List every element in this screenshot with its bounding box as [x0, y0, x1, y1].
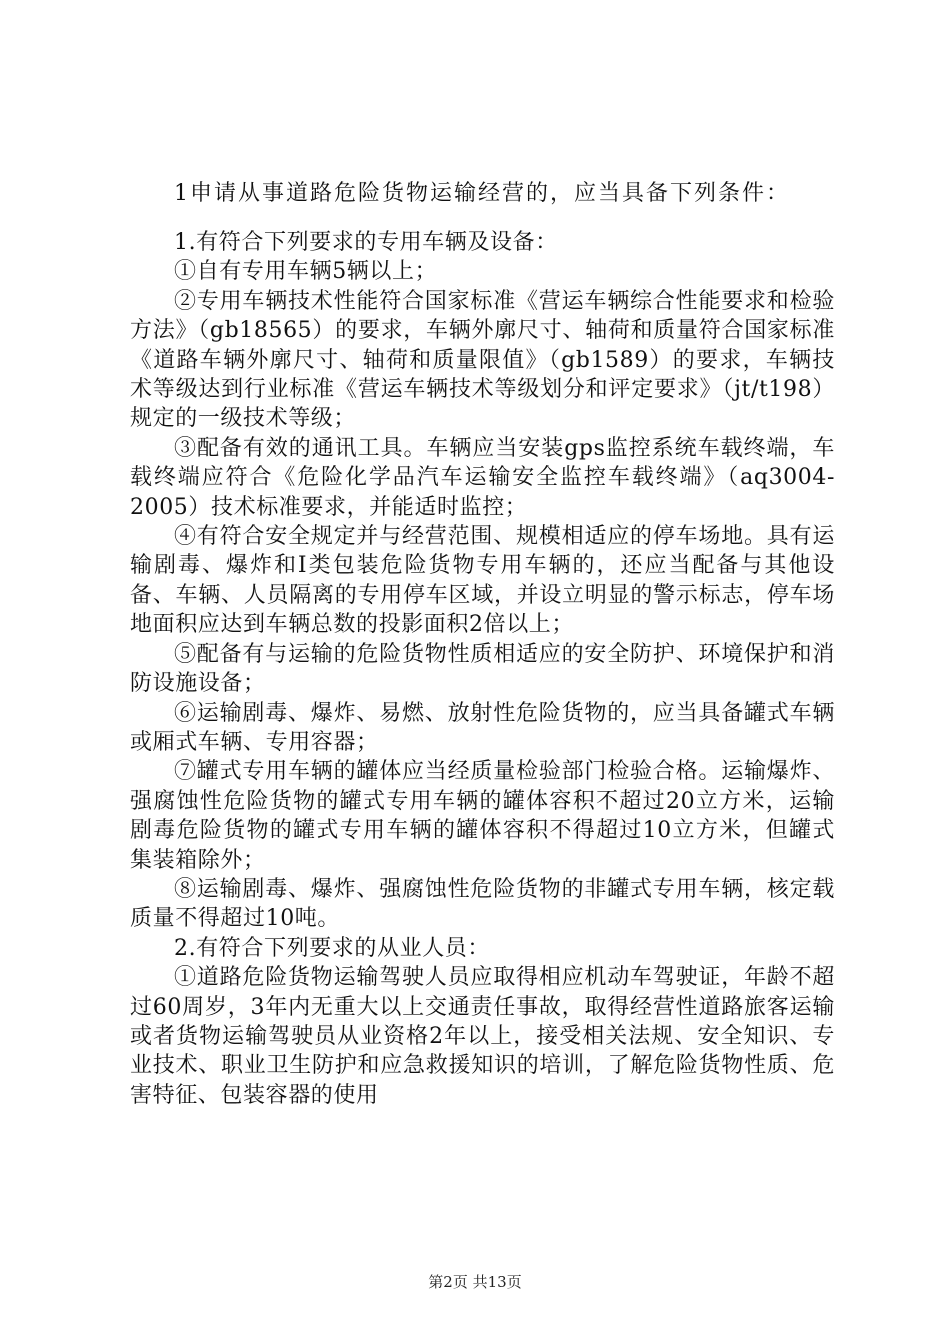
paragraph-item-6: ⑥运输剧毒、爆炸、易燃、放射性危险货物的，应当具备罐式车辆或厢式车辆、专用容器； — [130, 700, 835, 755]
paragraph-personnel-item-1: ①道路危险货物运输驾驶人员应取得相应机动车驾驶证，年龄不超过60周岁，3年内无重大以上交通责任事故，取得经营性道路旅客运输或者货物运输驾驶员从业资格2年以上，接受相关法规、安全知识、专业技术、职业卫生防护和应急救援知识的培训，了解危险货物性质、危害特征、包装容器的使用 — [130, 965, 835, 1108]
paragraph-item-2: ②专用车辆技术性能符合国家标准《营运车辆综合性能要求和检验方法》（gb18565）的要求，车辆外廓尺寸、轴荷和质量符合国家标准《道路车辆外廓尺寸、轴荷和质量限值》（gb1589）的要求，车辆技术等级达到行业标准《营运车辆技术等级划分和评定要求》（jt/t198）规定的一级技术等级； — [130, 288, 835, 432]
paragraph-item-4: ④有符合安全规定并与经营范围、规模相适应的停车场地。具有运输剧毒、爆炸和Ⅰ类包装危险货物专用车辆的，还应当配备与其他设备、车辆、人员隔离的专用停车区域，并设立明显的警示标志，停车场地面积应达到车辆总数的投影面积2倍以上； — [130, 524, 835, 638]
paragraph-item-1: ①自有专用车辆5辆以上； — [174, 259, 438, 285]
paragraph-personnel-requirements: 2.有符合下列要求的从业人员： — [174, 935, 490, 961]
paragraph-item-8: ⑧运输剧毒、爆炸、强腐蚀性危险货物的非罐式专用车辆，核定载质量不得超过10吨。 — [130, 876, 835, 932]
page-number-footer: 第2页 共13页 — [428, 1273, 522, 1291]
paragraph-vehicle-requirements: 1.有符合下列要求的专用车辆及设备： — [174, 230, 558, 255]
document-body — [130, 228, 835, 1110]
section-heading: 1申请从事道路危险货物运输经营的，应当具备下列条件： — [174, 181, 790, 206]
paragraph-item-5: ⑤配备有与运输的危险货物性质相适应的安全防护、环境保护和消防设施设备； — [130, 641, 835, 697]
paragraph-item-3: ③配备有效的通讯工具。车辆应当安装gps监控系统车载终端，车载终端应符合《危险化学品汽车运输安全监控车载终端》（aq3004-2005）技术标准要求，并能适时监控； — [130, 435, 835, 520]
paragraph-item-7: ⑦罐式专用车辆的罐体应当经质量检验部门检验合格。运输爆炸、强腐蚀性危险货物的罐式专用车辆的罐体容积不超过20立方米，运输剧毒危险货物的罐式专用车辆的罐体容积不得超过10立方米，但罐式集装箱除外； — [130, 759, 835, 873]
